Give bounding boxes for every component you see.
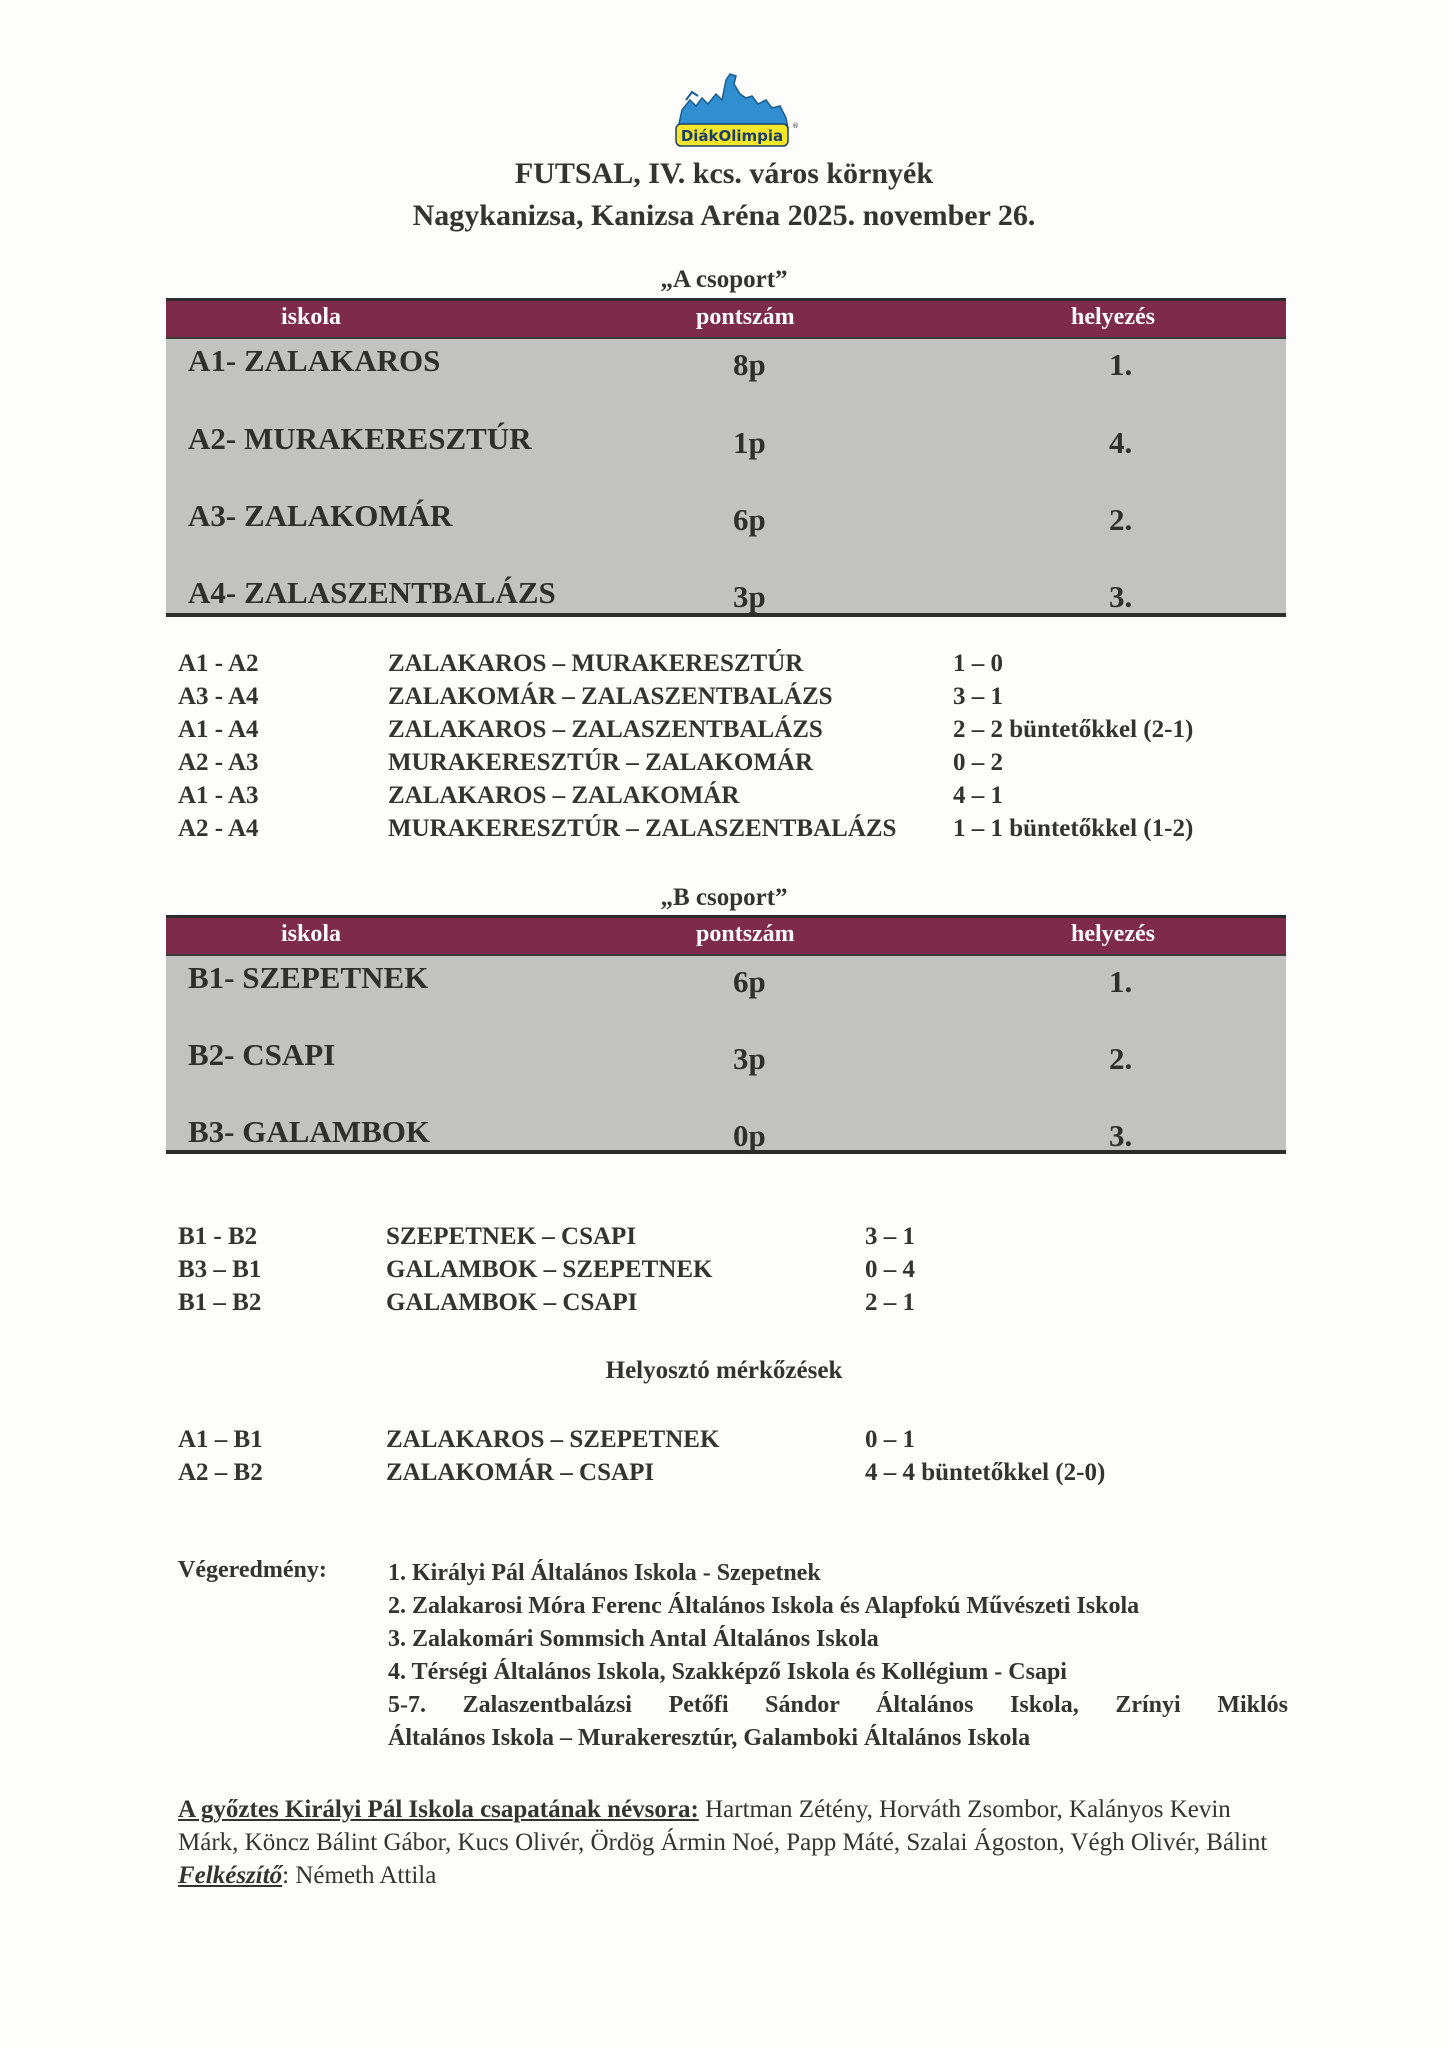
match-row xyxy=(178,749,1378,782)
match-code: B1 - B2 xyxy=(178,1223,258,1250)
match-result: 4 – 4 büntetőkkel (2-0) xyxy=(865,1459,1106,1486)
column-header-school: iskola xyxy=(281,921,342,947)
group-a-standings-table xyxy=(166,298,1286,617)
group-b-match-list xyxy=(178,1223,1378,1322)
match-result: 0 – 1 xyxy=(865,1426,915,1453)
team-points: 3p xyxy=(733,579,766,614)
final-result-item: 1. Királyi Pál Általános Iskola - Szepetnek xyxy=(388,1560,821,1586)
team-name: B2- CSAPI xyxy=(188,1037,336,1072)
match-result: 1 – 1 büntetőkkel (1-2) xyxy=(953,815,1194,842)
logo-graphic xyxy=(668,70,798,150)
match-teams: ZALAKAROS – MURAKERESZTÚR xyxy=(388,650,804,677)
match-code: A1 - A2 xyxy=(178,650,259,677)
match-row xyxy=(178,1223,1378,1256)
match-result: 3 – 1 xyxy=(865,1223,915,1250)
match-code: A1 - A4 xyxy=(178,716,259,743)
placement-matches-title: Helyosztó mérkőzések xyxy=(605,1357,843,1384)
page-title: FUTSAL, IV. kcs. város környék xyxy=(514,157,934,190)
team-place: 1. xyxy=(1109,964,1133,999)
final-result-item: 5-7. Zalaszentbalázsi Petőfi Sándor Általános Iskola, Zrínyi Miklós xyxy=(388,1692,1288,1718)
diakolimpia-logo-icon xyxy=(668,70,798,150)
match-code: A2 - A4 xyxy=(178,815,259,842)
match-code: B1 – B2 xyxy=(178,1289,262,1316)
roster-label: A győztes Királyi Pál Iskola csapatának névsora: xyxy=(178,1796,699,1823)
match-row xyxy=(178,782,1378,815)
match-row xyxy=(178,815,1378,848)
team-name: B3- GALAMBOK xyxy=(188,1114,430,1149)
team-name: A1- ZALAKAROS xyxy=(188,343,441,378)
match-result: 0 – 4 xyxy=(865,1256,915,1283)
team-place: 4. xyxy=(1109,425,1133,460)
table-header xyxy=(166,918,1286,956)
match-code: A2 - A3 xyxy=(178,749,259,776)
final-result-item: 3. Zalakomári Sommsich Antal Általános Iskola xyxy=(388,1626,879,1652)
team-points: 8p xyxy=(733,347,766,382)
match-result: 3 – 1 xyxy=(953,683,1003,710)
match-row xyxy=(178,683,1378,716)
final-result-item: 2. Zalakarosi Móra Ferenc Általános Iskola és Alapfokú Művészeti Iskola xyxy=(388,1593,1140,1619)
match-row xyxy=(178,1289,1378,1322)
column-header-place: helyezés xyxy=(1071,921,1155,947)
match-row xyxy=(178,1256,1378,1289)
match-row xyxy=(178,1459,1378,1492)
final-results-label: Végeredmény: xyxy=(178,1557,327,1583)
final-result-item: Általános Iskola – Murakeresztúr, Galamboki Általános Iskola xyxy=(388,1725,1031,1751)
team-points: 0p xyxy=(733,1118,766,1153)
match-code: A3 - A4 xyxy=(178,683,259,710)
match-result: 4 – 1 xyxy=(953,782,1003,809)
match-teams: MURAKERESZTÚR – ZALAKOMÁR xyxy=(388,749,814,776)
match-teams: GALAMBOK – CSAPI xyxy=(386,1289,638,1316)
team-name: B1- SZEPETNEK xyxy=(188,960,429,995)
page-subtitle: Nagykanizsa, Kanizsa Aréna 2025. november 26. xyxy=(412,199,1036,232)
placement-match-list xyxy=(178,1426,1378,1492)
match-code: B3 – B1 xyxy=(178,1256,262,1283)
final-results-list xyxy=(388,1557,1288,1755)
match-row xyxy=(178,716,1378,749)
match-code: A2 – B2 xyxy=(178,1459,263,1486)
team-name: A4- ZALASZENTBALÁZS xyxy=(188,575,556,610)
svg-text:DiákOlimpia: DiákOlimpia xyxy=(680,127,784,145)
match-result: 2 – 1 xyxy=(865,1289,915,1316)
group-a-label: „A csoport” xyxy=(660,266,788,293)
team-place: 3. xyxy=(1109,579,1133,614)
group-a-match-list xyxy=(178,650,1378,848)
group-b-label: „B csoport” xyxy=(660,884,788,911)
match-code: A1 - A3 xyxy=(178,782,259,809)
match-row xyxy=(178,1426,1378,1459)
team-points: 6p xyxy=(733,964,766,999)
winning-team-roster xyxy=(178,1793,1288,1892)
match-teams: ZALAKOMÁR – ZALASZENTBALÁZS xyxy=(388,683,833,710)
match-row xyxy=(178,650,1378,683)
column-header-points: pontszám xyxy=(696,921,795,947)
match-code: A1 – B1 xyxy=(178,1426,263,1453)
match-result: 2 – 2 büntetőkkel (2-1) xyxy=(953,716,1194,743)
team-name: A2- MURAKERESZTÚR xyxy=(188,421,532,456)
team-place: 2. xyxy=(1109,502,1133,537)
team-points: 3p xyxy=(733,1041,766,1076)
column-header-points: pontszám xyxy=(696,304,795,330)
roster-players: Hartman Zétény, Horváth Zsombor, Kalányos Kevin Márk, Köncz Bálint Gábor, Kucs Olivér, Ördög Ármin Noé, Papp Máté, Szalai Ágoston, Végh Olivér, Bálint xyxy=(178,1796,1268,1856)
column-header-school: iskola xyxy=(281,304,342,330)
team-points: 6p xyxy=(733,502,766,537)
final-result-item: 4. Térségi Általános Iskola, Szakképző Iskola és Kollégium - Csapi xyxy=(388,1659,1067,1685)
match-result: 0 – 2 xyxy=(953,749,1003,776)
team-place: 1. xyxy=(1109,347,1133,382)
match-teams: ZALAKAROS – SZEPETNEK xyxy=(386,1426,720,1453)
team-points: 1p xyxy=(733,425,766,460)
table-header xyxy=(166,301,1286,339)
group-b-standings-table xyxy=(166,915,1286,1154)
match-teams: SZEPETNEK – CSAPI xyxy=(386,1223,637,1250)
team-name: A3- ZALAKOMÁR xyxy=(188,498,453,533)
column-header-place: helyezés xyxy=(1071,304,1155,330)
team-place: 3. xyxy=(1109,1118,1133,1153)
match-teams: MURAKERESZTÚR – ZALASZENTBALÁZS xyxy=(388,815,897,842)
coach-label: Felkészítő xyxy=(178,1862,283,1889)
match-teams: GALAMBOK – SZEPETNEK xyxy=(386,1256,713,1283)
svg-text:®: ® xyxy=(792,122,799,130)
team-place: 2. xyxy=(1109,1041,1133,1076)
coach-name: : Németh Attila xyxy=(282,1862,437,1889)
match-teams: ZALAKOMÁR – CSAPI xyxy=(386,1459,655,1486)
match-result: 1 – 0 xyxy=(953,650,1003,677)
match-teams: ZALAKAROS – ZALAKOMÁR xyxy=(388,782,740,809)
match-teams: ZALAKAROS – ZALASZENTBALÁZS xyxy=(388,716,823,743)
